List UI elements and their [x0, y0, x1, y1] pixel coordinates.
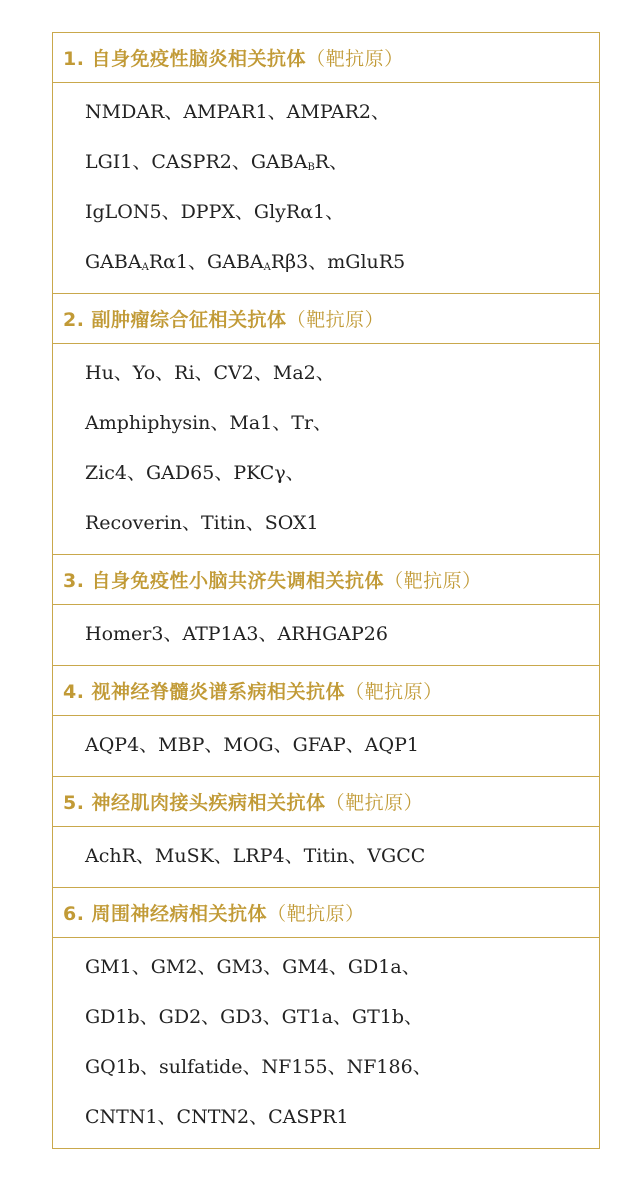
- antigen-line: Homer3、ATP1A3、ARHGAP26: [85, 623, 388, 645]
- section-header: [53, 777, 599, 827]
- antibody-table: [52, 32, 600, 1149]
- antigen-line: AQP4、MBP、MOG、GFAP、AQP1: [85, 734, 419, 756]
- antigen-line: $GABA_AR\alpha 1$、$GABA_AR\beta 3$、mGluR5: [85, 251, 406, 273]
- section-body: [53, 344, 599, 555]
- section-title-suffix: （靶抗原）: [286, 309, 385, 331]
- section-5: [53, 777, 599, 888]
- antigen-line: GM1、GM2、GM3、GM4、GD1a、: [85, 956, 421, 978]
- section-title-suffix: （靶抗原）: [267, 903, 365, 925]
- antigen-line: IgLON5、DPPX、GlyRα1、: [85, 201, 345, 223]
- section-title: 1. 自身免疫性脑炎相关抗体: [63, 48, 307, 70]
- section-body: [53, 827, 599, 888]
- section-title: 6. 周围神经病相关抗体: [63, 903, 268, 925]
- section-title: 3. 自身免疫性小脑共济失调相关抗体: [63, 570, 385, 592]
- section-header: [53, 666, 599, 716]
- section-title-suffix: （靶抗原）: [384, 570, 482, 592]
- section-header: [53, 294, 599, 344]
- section-header: [53, 33, 599, 83]
- antigen-line: LGI1、CASPR2、$GABA_BR$、: [85, 151, 349, 173]
- section-body: [53, 605, 599, 666]
- antigen-line: GD1b、GD2、GD3、GT1a、GT1b、: [85, 1006, 424, 1028]
- section-title: 4. 视神经脊髓炎谱系病相关抗体: [63, 681, 346, 703]
- section-header: [53, 888, 599, 938]
- section-title-suffix: （靶抗原）: [306, 48, 404, 70]
- antigen-line: NMDAR、AMPAR1、AMPAR2、: [85, 101, 391, 123]
- section-3: [53, 555, 599, 666]
- antigen-line: GQ1b、sulfatide、NF155、NF186、: [85, 1056, 432, 1078]
- antigen-line: Zic4、GAD65、PKCγ、: [85, 462, 305, 484]
- section-title-suffix: （靶抗原）: [325, 792, 424, 814]
- section-title-suffix: （靶抗原）: [345, 681, 443, 703]
- antigen-line: Recoverin、Titin、SOX1: [85, 512, 319, 534]
- antigen-line: CNTN1、CNTN2、CASPR1: [85, 1106, 349, 1128]
- section-body: [53, 938, 599, 1148]
- section-header: [53, 555, 599, 605]
- section-2: [53, 294, 599, 555]
- section-title: 5. 神经肌肉接头疾病相关抗体: [63, 792, 326, 814]
- antigen-line: Hu、Yo、Ri、CV2、Ma2、: [85, 362, 335, 384]
- section-body: [53, 716, 599, 777]
- section-title: 2. 副肿瘤综合征相关抗体: [63, 309, 287, 331]
- section-6: [53, 888, 599, 1148]
- section-4: [53, 666, 599, 777]
- antigen-line: AchR、MuSK、LRP4、Titin、VGCC: [85, 845, 426, 867]
- section-body: [53, 83, 599, 294]
- section-1: [53, 33, 599, 294]
- antigen-line: Amphiphysin、Ma1、Tr、: [85, 412, 333, 434]
